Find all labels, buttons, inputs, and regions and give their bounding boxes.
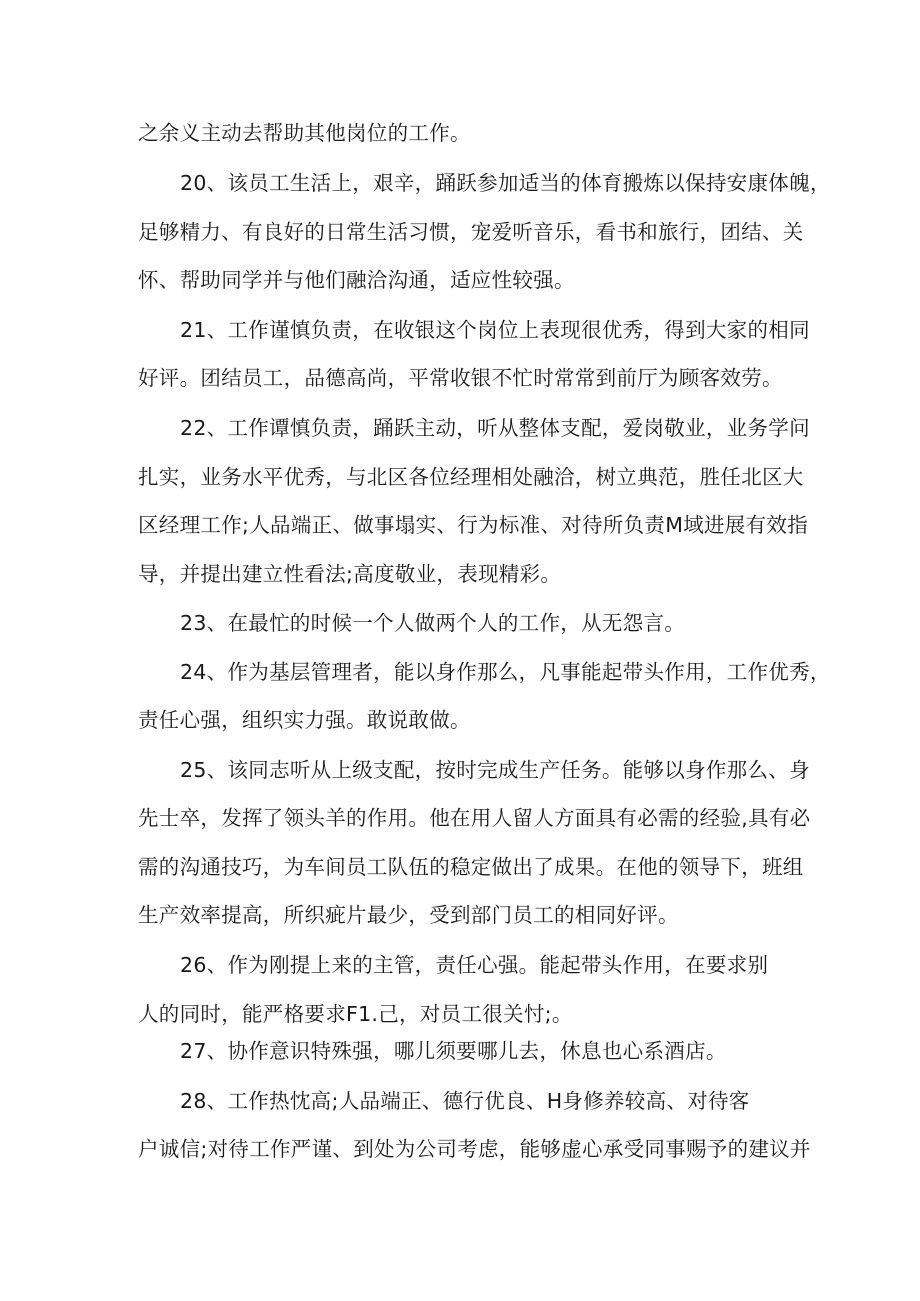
text-line: 27、协作意识特殊强，哪儿须要哪儿去，休息也心系酒店。 [180,1039,727,1063]
text-line: 生产效率提高，所织疵片最少，受到部门员工的相同好评。 [138,903,679,927]
text-line: 扎实，业务水平优秀，与北区各位经理相处融洽，树立典范，胜任北区大 [138,465,804,489]
text-line: 26、作为刚提上来的主管，责任心强。能起带头作用，在要求别 [180,953,769,977]
text-line: 好评。团结员工，品德高尚，平常收银不忙时常常到前厅为顾客效劳。 [138,366,783,390]
text-line: 28、工作热忱高;人品端正、德行优良、H身修养较高、对待客 [180,1089,750,1113]
text-line: 20、该员工生活上，艰辛，踊跃参加适当的体育搬炼以保持安康体魄， [180,171,831,195]
text-line: 区经理工作;人品端正、做事塌实、行为标准、对待所负责M域进展有效指 [138,513,808,537]
text-line: 22、工作谭慎负责，踊跃主动，听从整体支配，爱岗敬业，业务学问 [180,416,810,440]
text-line: 怀、帮助同学并与他们融洽沟通，适应性较强。 [138,268,575,292]
text-line: 24、作为基层管理者，能以身作那么，凡事能起带头作用，工作优秀， [180,660,831,684]
text-line: 之余义主动去帮助其他岗位的工作。 [138,121,471,145]
text-line: 先士卒，发挥了领头羊的作用。他在用人留人方面具有必需的经验,具有必 [138,806,811,830]
text-line: 人的同时，能严格要求F1.己，对员工很关忖;。 [138,1002,573,1026]
text-line: 户诚信;对待工作严谨、到处为公司考虑，能够虚心承受同事赐予的建议并 [138,1137,811,1161]
text-line: 需的沟通技巧，为车间员工队伍的稳定做出了成果。在他的领导下，班组 [138,855,804,879]
text-line: 足够精力、有良好的日常生活习惯，宠爱听音乐，看书和旅行，团结、关 [138,220,804,244]
text-line: 23、在最忙的时候一个人做两个人的工作，从无怨言。 [180,611,686,635]
text-line: 25、该同志听从上级支配，按时完成生产任务。能够以身作那么、身 [180,758,810,782]
text-line: 导，并提出建立性看法;高度敬业，表现精彩。 [138,562,562,586]
text-line: 21、工作谨慎负责，在收银这个岗位上表现很优秀，得到大家的相同 [180,318,810,342]
text-line: 责任心强，组织实力强。敢说敢做。 [138,708,471,732]
